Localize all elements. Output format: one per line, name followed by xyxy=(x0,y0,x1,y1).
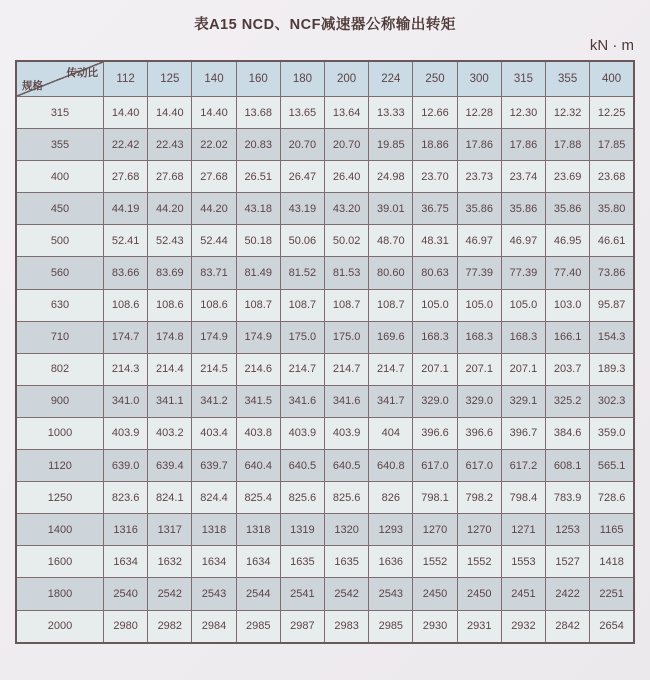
value-cell: 105.0 xyxy=(457,289,501,321)
value-cell: 81.53 xyxy=(325,257,369,289)
value-cell: 17.86 xyxy=(501,129,545,161)
value-cell: 2930 xyxy=(413,610,457,643)
value-cell: 1634 xyxy=(192,546,236,578)
value-cell: 207.1 xyxy=(501,353,545,385)
value-cell: 14.40 xyxy=(148,97,192,129)
value-cell: 403.4 xyxy=(192,417,236,449)
value-cell: 1527 xyxy=(546,546,590,578)
spec-cell: 1400 xyxy=(16,514,104,546)
table-row xyxy=(16,417,634,449)
corner-label-ratio: 传动比 xyxy=(66,67,98,79)
value-cell: 35.86 xyxy=(501,193,545,225)
value-cell: 26.47 xyxy=(280,161,324,193)
table-row xyxy=(16,289,634,321)
value-cell: 1270 xyxy=(457,514,501,546)
value-cell: 13.33 xyxy=(369,97,413,129)
value-cell: 384.6 xyxy=(546,417,590,449)
value-cell: 1636 xyxy=(369,546,413,578)
value-cell: 2980 xyxy=(104,610,148,643)
value-cell: 48.70 xyxy=(369,225,413,257)
value-cell: 175.0 xyxy=(325,321,369,353)
value-cell: 1318 xyxy=(236,514,280,546)
column-header: 250 xyxy=(413,61,457,97)
value-cell: 43.18 xyxy=(236,193,280,225)
value-cell: 639.7 xyxy=(192,450,236,482)
value-cell: 341.1 xyxy=(148,385,192,417)
value-cell: 2985 xyxy=(369,610,413,643)
value-cell: 23.70 xyxy=(413,161,457,193)
value-cell: 825.6 xyxy=(325,482,369,514)
value-cell: 108.6 xyxy=(104,289,148,321)
value-cell: 1634 xyxy=(236,546,280,578)
value-cell: 23.69 xyxy=(546,161,590,193)
table-row xyxy=(16,450,634,482)
value-cell: 26.51 xyxy=(236,161,280,193)
value-cell: 825.4 xyxy=(236,482,280,514)
spec-cell: 1120 xyxy=(16,450,104,482)
value-cell: 2422 xyxy=(546,578,590,610)
spec-cell: 1600 xyxy=(16,546,104,578)
value-cell: 168.3 xyxy=(457,321,501,353)
value-cell: 83.71 xyxy=(192,257,236,289)
table-row xyxy=(16,610,634,643)
value-cell: 80.60 xyxy=(369,257,413,289)
value-cell: 36.75 xyxy=(413,193,457,225)
value-cell: 2932 xyxy=(501,610,545,643)
value-cell: 23.74 xyxy=(501,161,545,193)
table-row xyxy=(16,257,634,289)
value-cell: 214.7 xyxy=(280,353,324,385)
value-cell: 2985 xyxy=(236,610,280,643)
value-cell: 52.44 xyxy=(192,225,236,257)
value-cell: 2543 xyxy=(369,578,413,610)
column-header: 180 xyxy=(280,61,324,97)
spec-cell: 315 xyxy=(16,97,104,129)
value-cell: 824.1 xyxy=(148,482,192,514)
value-cell: 214.6 xyxy=(236,353,280,385)
value-cell: 26.40 xyxy=(325,161,369,193)
value-cell: 1632 xyxy=(148,546,192,578)
column-header: 125 xyxy=(148,61,192,97)
value-cell: 824.4 xyxy=(192,482,236,514)
value-cell: 214.3 xyxy=(104,353,148,385)
value-cell: 14.40 xyxy=(192,97,236,129)
value-cell: 640.5 xyxy=(280,450,324,482)
value-cell: 175.0 xyxy=(280,321,324,353)
value-cell: 2541 xyxy=(280,578,324,610)
value-cell: 103.0 xyxy=(546,289,590,321)
value-cell: 329.1 xyxy=(501,385,545,417)
column-header: 300 xyxy=(457,61,501,97)
value-cell: 329.0 xyxy=(413,385,457,417)
value-cell: 1634 xyxy=(104,546,148,578)
value-cell: 207.1 xyxy=(413,353,457,385)
value-cell: 2542 xyxy=(148,578,192,610)
value-cell: 1165 xyxy=(590,514,634,546)
value-cell: 14.40 xyxy=(104,97,148,129)
value-cell: 169.6 xyxy=(369,321,413,353)
value-cell: 105.0 xyxy=(501,289,545,321)
value-cell: 168.3 xyxy=(501,321,545,353)
value-cell: 83.66 xyxy=(104,257,148,289)
column-header: 160 xyxy=(236,61,280,97)
value-cell: 1552 xyxy=(457,546,501,578)
value-cell: 1418 xyxy=(590,546,634,578)
value-cell: 214.5 xyxy=(192,353,236,385)
value-cell: 2544 xyxy=(236,578,280,610)
table-row xyxy=(16,482,634,514)
value-cell: 207.1 xyxy=(457,353,501,385)
value-cell: 22.43 xyxy=(148,129,192,161)
value-cell: 12.32 xyxy=(546,97,590,129)
value-cell: 329.0 xyxy=(457,385,501,417)
table-row xyxy=(16,514,634,546)
table-body xyxy=(16,97,634,643)
value-cell: 108.7 xyxy=(280,289,324,321)
value-cell: 325.2 xyxy=(546,385,590,417)
value-cell: 798.4 xyxy=(501,482,545,514)
table-row xyxy=(16,353,634,385)
value-cell: 44.20 xyxy=(148,193,192,225)
value-cell: 203.7 xyxy=(546,353,590,385)
value-cell: 46.97 xyxy=(457,225,501,257)
value-cell: 2450 xyxy=(413,578,457,610)
value-cell: 2543 xyxy=(192,578,236,610)
value-cell: 2450 xyxy=(457,578,501,610)
table-row xyxy=(16,321,634,353)
spec-cell: 2000 xyxy=(16,610,104,643)
value-cell: 2984 xyxy=(192,610,236,643)
value-cell: 43.20 xyxy=(325,193,369,225)
value-cell: 783.9 xyxy=(546,482,590,514)
value-cell: 35.80 xyxy=(590,193,634,225)
spec-cell: 400 xyxy=(16,161,104,193)
value-cell: 189.3 xyxy=(590,353,634,385)
value-cell: 17.85 xyxy=(590,129,634,161)
value-cell: 640.5 xyxy=(325,450,369,482)
spec-cell: 802 xyxy=(16,353,104,385)
spec-cell: 355 xyxy=(16,129,104,161)
value-cell: 44.19 xyxy=(104,193,148,225)
value-cell: 404 xyxy=(369,417,413,449)
value-cell: 826 xyxy=(369,482,413,514)
table-row xyxy=(16,385,634,417)
column-header: 140 xyxy=(192,61,236,97)
value-cell: 13.65 xyxy=(280,97,324,129)
value-cell: 24.98 xyxy=(369,161,413,193)
value-cell: 108.7 xyxy=(236,289,280,321)
value-cell: 2542 xyxy=(325,578,369,610)
value-cell: 20.70 xyxy=(280,129,324,161)
value-cell: 823.6 xyxy=(104,482,148,514)
value-cell: 27.68 xyxy=(148,161,192,193)
value-cell: 403.2 xyxy=(148,417,192,449)
value-cell: 44.20 xyxy=(192,193,236,225)
value-cell: 81.49 xyxy=(236,257,280,289)
value-cell: 108.7 xyxy=(369,289,413,321)
value-cell: 1552 xyxy=(413,546,457,578)
value-cell: 640.8 xyxy=(369,450,413,482)
value-cell: 214.7 xyxy=(325,353,369,385)
value-cell: 13.68 xyxy=(236,97,280,129)
spec-cell: 630 xyxy=(16,289,104,321)
value-cell: 48.31 xyxy=(413,225,457,257)
value-cell: 83.69 xyxy=(148,257,192,289)
value-cell: 46.61 xyxy=(590,225,634,257)
value-cell: 1319 xyxy=(280,514,324,546)
value-cell: 2983 xyxy=(325,610,369,643)
table-row xyxy=(16,578,634,610)
value-cell: 608.1 xyxy=(546,450,590,482)
value-cell: 403.8 xyxy=(236,417,280,449)
value-cell: 80.63 xyxy=(413,257,457,289)
value-cell: 12.28 xyxy=(457,97,501,129)
value-cell: 341.6 xyxy=(325,385,369,417)
value-cell: 396.6 xyxy=(457,417,501,449)
value-cell: 396.7 xyxy=(501,417,545,449)
value-cell: 95.87 xyxy=(590,289,634,321)
torque-table xyxy=(15,60,635,644)
corner-label-spec: 规格 xyxy=(22,80,43,92)
value-cell: 168.3 xyxy=(413,321,457,353)
value-cell: 341.7 xyxy=(369,385,413,417)
column-header: 315 xyxy=(501,61,545,97)
value-cell: 617.0 xyxy=(457,450,501,482)
column-header: 112 xyxy=(104,61,148,97)
column-header: 224 xyxy=(369,61,413,97)
value-cell: 50.06 xyxy=(280,225,324,257)
value-cell: 12.25 xyxy=(590,97,634,129)
table-header xyxy=(16,61,634,97)
value-cell: 12.66 xyxy=(413,97,457,129)
value-cell: 798.2 xyxy=(457,482,501,514)
value-cell: 617.0 xyxy=(413,450,457,482)
value-cell: 52.41 xyxy=(104,225,148,257)
value-cell: 174.9 xyxy=(236,321,280,353)
value-cell: 403.9 xyxy=(325,417,369,449)
table-row xyxy=(16,161,634,193)
value-cell: 108.7 xyxy=(325,289,369,321)
value-cell: 403.9 xyxy=(104,417,148,449)
spec-cell: 1250 xyxy=(16,482,104,514)
value-cell: 1270 xyxy=(413,514,457,546)
value-cell: 39.01 xyxy=(369,193,413,225)
table-title: 表A15 NCD、NCF减速器公称输出转矩 xyxy=(194,17,456,33)
value-cell: 18.86 xyxy=(413,129,457,161)
value-cell: 174.7 xyxy=(104,321,148,353)
value-cell: 728.6 xyxy=(590,482,634,514)
value-cell: 2931 xyxy=(457,610,501,643)
value-cell: 214.4 xyxy=(148,353,192,385)
value-cell: 302.3 xyxy=(590,385,634,417)
table-row xyxy=(16,97,634,129)
value-cell: 1318 xyxy=(192,514,236,546)
value-cell: 77.39 xyxy=(501,257,545,289)
column-header: 200 xyxy=(325,61,369,97)
value-cell: 2251 xyxy=(590,578,634,610)
value-cell: 2540 xyxy=(104,578,148,610)
value-cell: 396.6 xyxy=(413,417,457,449)
corner-header-cell xyxy=(16,61,104,97)
value-cell: 639.0 xyxy=(104,450,148,482)
value-cell: 1635 xyxy=(325,546,369,578)
value-cell: 154.3 xyxy=(590,321,634,353)
value-cell: 341.2 xyxy=(192,385,236,417)
value-cell: 43.19 xyxy=(280,193,324,225)
value-cell: 35.86 xyxy=(457,193,501,225)
spec-cell: 900 xyxy=(16,385,104,417)
value-cell: 46.97 xyxy=(501,225,545,257)
value-cell: 2842 xyxy=(546,610,590,643)
value-cell: 174.9 xyxy=(192,321,236,353)
value-cell: 1635 xyxy=(280,546,324,578)
value-cell: 50.18 xyxy=(236,225,280,257)
column-header: 400 xyxy=(590,61,634,97)
value-cell: 1553 xyxy=(501,546,545,578)
value-cell: 12.30 xyxy=(501,97,545,129)
value-cell: 2982 xyxy=(148,610,192,643)
spec-cell: 450 xyxy=(16,193,104,225)
value-cell: 52.43 xyxy=(148,225,192,257)
value-cell: 341.0 xyxy=(104,385,148,417)
value-cell: 108.6 xyxy=(192,289,236,321)
table-row xyxy=(16,129,634,161)
value-cell: 1317 xyxy=(148,514,192,546)
value-cell: 2654 xyxy=(590,610,634,643)
value-cell: 2451 xyxy=(501,578,545,610)
value-cell: 825.6 xyxy=(280,482,324,514)
value-cell: 46.95 xyxy=(546,225,590,257)
value-cell: 2987 xyxy=(280,610,324,643)
value-cell: 22.42 xyxy=(104,129,148,161)
value-cell: 35.86 xyxy=(546,193,590,225)
value-cell: 341.5 xyxy=(236,385,280,417)
spec-cell: 500 xyxy=(16,225,104,257)
value-cell: 22.02 xyxy=(192,129,236,161)
spec-cell: 560 xyxy=(16,257,104,289)
value-cell: 77.40 xyxy=(546,257,590,289)
value-cell: 1271 xyxy=(501,514,545,546)
value-cell: 1320 xyxy=(325,514,369,546)
value-cell: 565.1 xyxy=(590,450,634,482)
value-cell: 798.1 xyxy=(413,482,457,514)
value-cell: 1293 xyxy=(369,514,413,546)
value-cell: 81.52 xyxy=(280,257,324,289)
value-cell: 50.02 xyxy=(325,225,369,257)
value-cell: 341.6 xyxy=(280,385,324,417)
value-cell: 617.2 xyxy=(501,450,545,482)
value-cell: 20.83 xyxy=(236,129,280,161)
value-cell: 23.73 xyxy=(457,161,501,193)
column-header: 355 xyxy=(546,61,590,97)
table-row xyxy=(16,225,634,257)
value-cell: 13.64 xyxy=(325,97,369,129)
header-row xyxy=(16,61,634,97)
value-cell: 20.70 xyxy=(325,129,369,161)
value-cell: 1316 xyxy=(104,514,148,546)
value-cell: 166.1 xyxy=(546,321,590,353)
value-cell: 359.0 xyxy=(590,417,634,449)
value-cell: 19.85 xyxy=(369,129,413,161)
value-cell: 105.0 xyxy=(413,289,457,321)
value-cell: 640.4 xyxy=(236,450,280,482)
spec-cell: 1000 xyxy=(16,417,104,449)
value-cell: 403.9 xyxy=(280,417,324,449)
value-cell: 108.6 xyxy=(148,289,192,321)
value-cell: 174.8 xyxy=(148,321,192,353)
table-row xyxy=(16,193,634,225)
value-cell: 17.88 xyxy=(546,129,590,161)
spec-cell: 1800 xyxy=(16,578,104,610)
value-cell: 17.86 xyxy=(457,129,501,161)
value-cell: 27.68 xyxy=(192,161,236,193)
value-cell: 639.4 xyxy=(148,450,192,482)
value-cell: 214.7 xyxy=(369,353,413,385)
value-cell: 27.68 xyxy=(104,161,148,193)
value-cell: 77.39 xyxy=(457,257,501,289)
value-cell: 1253 xyxy=(546,514,590,546)
value-cell: 23.68 xyxy=(590,161,634,193)
table-row xyxy=(16,546,634,578)
unit-label: kN · m xyxy=(589,37,634,54)
value-cell: 73.86 xyxy=(590,257,634,289)
spec-cell: 710 xyxy=(16,321,104,353)
